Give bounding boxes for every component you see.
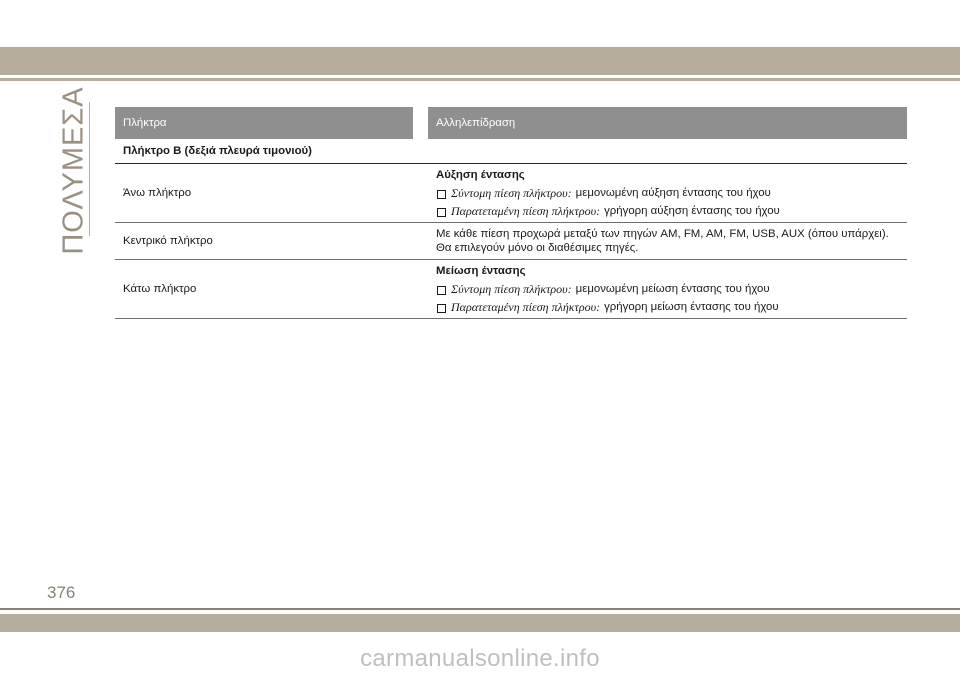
key-name: Άνω πλήκτρο bbox=[115, 164, 413, 223]
checkbox-bullet-icon bbox=[437, 208, 446, 217]
interaction-text: Με κάθε πίεση προχωρά μεταξύ των πηγών AM, FM, AM, FM, USB, AUX (όπου υπάρχει). Θα επιλεγούν μόνο οι διαθέσιμες πηγές. bbox=[428, 223, 907, 260]
press-type: Παρατεταμένη πίεση πλήκτρου: bbox=[451, 300, 601, 314]
table-row bbox=[115, 260, 907, 319]
section-row bbox=[115, 139, 907, 164]
list-item bbox=[436, 282, 899, 296]
table-row bbox=[115, 164, 907, 223]
press-effect: μεμονωμένη μείωση έντασης του ήχου bbox=[575, 283, 770, 295]
checkbox-bullet-icon bbox=[437, 286, 446, 295]
page-number: 376 bbox=[47, 583, 76, 602]
footer-rule bbox=[0, 608, 960, 610]
chapter-title-text: ΠΟΛΥΜΕΣΑ bbox=[57, 85, 90, 255]
key-name: Κάτω πλήκτρο bbox=[115, 260, 413, 319]
table-header-row bbox=[115, 107, 907, 139]
interaction-cell bbox=[428, 260, 907, 319]
table-row bbox=[115, 223, 907, 260]
header-band bbox=[0, 47, 960, 75]
controls-table bbox=[115, 107, 907, 319]
footer-band bbox=[0, 614, 960, 632]
list-item bbox=[436, 204, 899, 218]
press-type: Σύντομη πίεση πλήκτρου: bbox=[451, 282, 572, 296]
list-item bbox=[436, 186, 899, 200]
section-title: Πλήκτρο Β (δεξιά πλευρά τιμονιού) bbox=[115, 139, 907, 164]
press-type: Σύντομη πίεση πλήκτρου: bbox=[451, 186, 572, 200]
header-interaction: Αλληλεπίδραση bbox=[428, 107, 907, 139]
checkbox-bullet-icon bbox=[437, 304, 446, 313]
list-item bbox=[436, 300, 899, 314]
interaction-cell bbox=[428, 164, 907, 223]
header-keys: Πλήκτρα bbox=[115, 107, 413, 139]
header-rule bbox=[0, 78, 960, 81]
action-title: Μείωση έντασης bbox=[436, 265, 526, 277]
press-effect: μεμονωμένη αύξηση έντασης του ήχου bbox=[575, 187, 771, 199]
press-effect: γρήγορη αύξηση έντασης του ήχου bbox=[604, 205, 780, 217]
chapter-title bbox=[56, 85, 92, 255]
watermark: carmanualsonline.info bbox=[360, 645, 600, 672]
key-name: Κεντρικό πλήκτρο bbox=[115, 223, 413, 260]
chapter-rule bbox=[89, 102, 90, 236]
press-effect: γρήγορη μείωση έντασης του ήχου bbox=[604, 301, 779, 313]
action-title: Αύξηση έντασης bbox=[436, 169, 525, 181]
press-type: Παρατεταμένη πίεση πλήκτρου: bbox=[451, 204, 601, 218]
checkbox-bullet-icon bbox=[437, 190, 446, 199]
